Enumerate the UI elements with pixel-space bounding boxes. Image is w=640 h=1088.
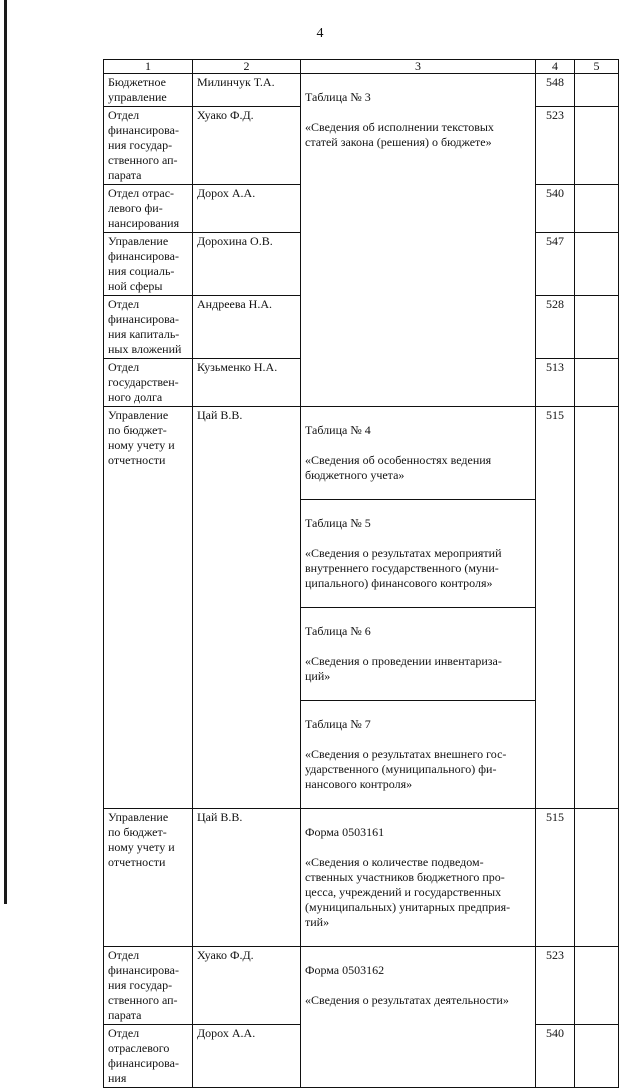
column-5-cell bbox=[575, 233, 619, 296]
column-5-cell bbox=[575, 296, 619, 359]
document-title: Таблица № 3 bbox=[305, 90, 371, 104]
report-assignment-table bbox=[103, 59, 619, 1088]
responsible-person-cell: Хуако Ф.Д. bbox=[193, 947, 301, 1025]
header-col-4: 4 bbox=[536, 60, 575, 74]
document-cell bbox=[301, 608, 536, 701]
document-description: «Сведения о проведении инвентариза- ций» bbox=[305, 654, 502, 683]
header-col-2: 2 bbox=[193, 60, 301, 74]
department-cell: Управление по бюджет- ному учету и отчетности bbox=[104, 407, 193, 809]
document-cell bbox=[301, 500, 536, 608]
code-cell: 515 bbox=[536, 809, 575, 947]
document-cell bbox=[301, 407, 536, 500]
scan-edge-bar bbox=[4, 0, 7, 904]
responsible-person-cell: Дорох А.А. bbox=[193, 185, 301, 233]
responsible-person-cell: Дорох А.А. bbox=[193, 1025, 301, 1088]
code-cell: 548 bbox=[536, 74, 575, 107]
table-header-row bbox=[104, 60, 619, 74]
responsible-person-cell: Дорохина О.В. bbox=[193, 233, 301, 296]
document-title: Таблица № 7 bbox=[305, 717, 371, 731]
column-5-cell bbox=[575, 185, 619, 233]
code-cell: 547 bbox=[536, 233, 575, 296]
department-cell: Отдел финансирова- ния государ- ственного ап- парата bbox=[104, 947, 193, 1025]
table-row bbox=[104, 74, 619, 107]
column-5-cell bbox=[575, 107, 619, 185]
document-cell bbox=[301, 809, 536, 947]
document-description: «Сведения о результатах деятельности» bbox=[305, 993, 509, 1007]
responsible-person-cell: Андреева Н.А. bbox=[193, 296, 301, 359]
document-description: «Сведения о результатах внешнего гос- ударственного (муниципального) фи- нансового контроля» bbox=[305, 747, 507, 791]
document-title: Таблица № 4 bbox=[305, 423, 371, 437]
document-description: «Сведения об особенностях ведения бюджетного учета» bbox=[305, 453, 492, 482]
document-description: «Сведения о результатах мероприятий внутреннего государственного (муни- ципального) финансового контроля» bbox=[305, 546, 502, 590]
code-cell: 540 bbox=[536, 185, 575, 233]
department-cell: Отдел финансирова- ния государ- ственного ап- парата bbox=[104, 107, 193, 185]
table-row bbox=[104, 809, 619, 947]
document-cell bbox=[301, 947, 536, 1088]
department-cell: Бюджетное управление bbox=[104, 74, 193, 107]
responsible-person-cell: Милинчук Т.А. bbox=[193, 74, 301, 107]
code-cell: 523 bbox=[536, 107, 575, 185]
document-title: Таблица № 6 bbox=[305, 624, 371, 638]
department-cell: Отдел финансирова- ния капиталь- ных вложений bbox=[104, 296, 193, 359]
code-cell: 513 bbox=[536, 359, 575, 407]
page-number: 4 bbox=[316, 26, 324, 41]
department-cell: Управление финансирова- ния социаль- ной сферы bbox=[104, 233, 193, 296]
responsible-person-cell: Хуако Ф.Д. bbox=[193, 107, 301, 185]
document-description: «Сведения о количестве подведом- ственных участников бюджетного про- цесса, учреждений и государственных (муниципальных) унитарных предприя- тий» bbox=[305, 855, 511, 929]
responsible-person-cell: Цай В.В. bbox=[193, 809, 301, 947]
column-5-cell bbox=[575, 809, 619, 947]
header-col-5: 5 bbox=[575, 60, 619, 74]
department-cell: Отдел отраслевого финансирова- ния bbox=[104, 1025, 193, 1088]
code-cell: 523 bbox=[536, 947, 575, 1025]
column-5-cell bbox=[575, 1025, 619, 1088]
document-description: «Сведения об исполнении текстовых статей закона (решения) о бюджете» bbox=[305, 120, 494, 149]
header-col-1: 1 bbox=[104, 60, 193, 74]
document-title: Таблица № 5 bbox=[305, 516, 371, 530]
column-5-cell bbox=[575, 947, 619, 1025]
department-cell: Отдел отрас- левого фи- нансирования bbox=[104, 185, 193, 233]
document-cell bbox=[301, 74, 536, 407]
document-title: Форма 0503162 bbox=[305, 963, 385, 977]
table-row bbox=[104, 407, 619, 500]
code-cell: 540 bbox=[536, 1025, 575, 1088]
code-cell: 515 bbox=[536, 407, 575, 809]
responsible-person-cell: Кузьменко Н.А. bbox=[193, 359, 301, 407]
department-cell: Управление по бюджет- ному учету и отчетности bbox=[104, 809, 193, 947]
department-cell: Отдел государствен- ного долга bbox=[104, 359, 193, 407]
column-5-cell bbox=[575, 407, 619, 809]
column-5-cell bbox=[575, 359, 619, 407]
header-col-3: 3 bbox=[301, 60, 536, 74]
table-row bbox=[104, 947, 619, 1025]
column-5-cell bbox=[575, 74, 619, 107]
code-cell: 528 bbox=[536, 296, 575, 359]
responsible-person-cell: Цай В.В. bbox=[193, 407, 301, 809]
document-cell bbox=[301, 701, 536, 809]
document-title: Форма 0503161 bbox=[305, 825, 385, 839]
